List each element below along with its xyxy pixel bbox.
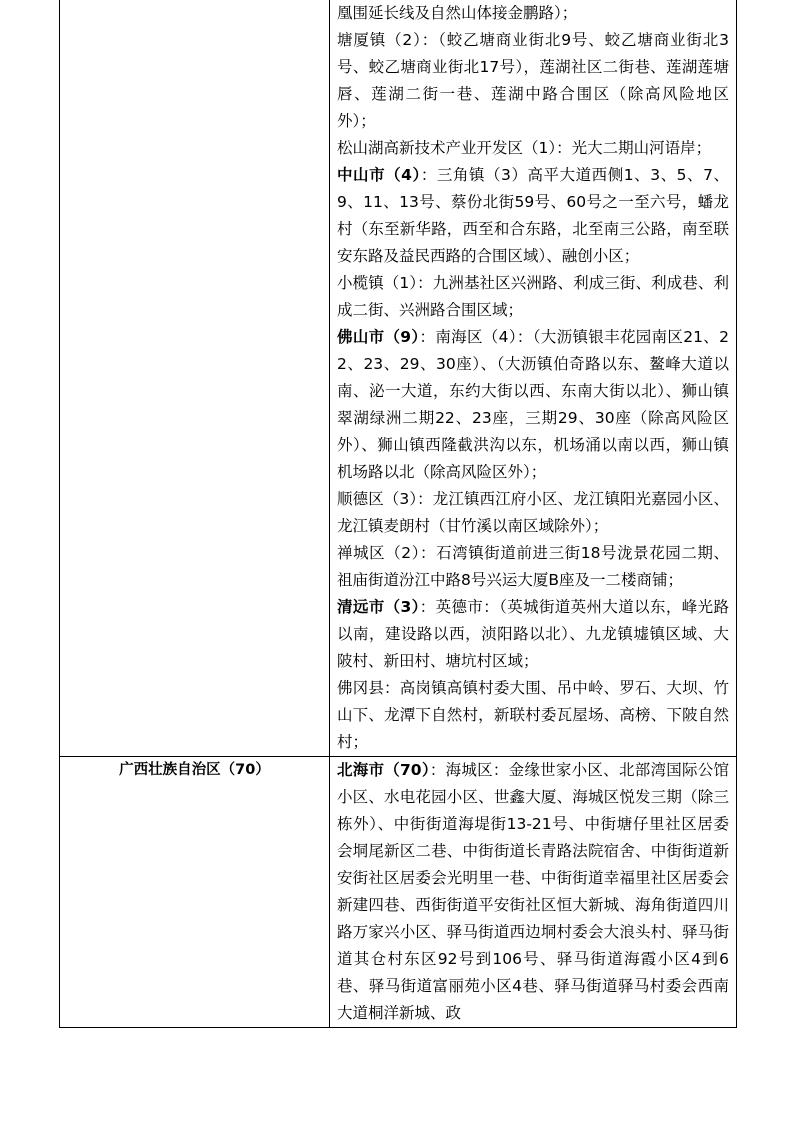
region-name: 广西壮族自治区（70） [119,762,270,778]
area-paragraph [330,486,736,540]
area-paragraph [330,162,736,270]
area-text: 禅城区（2）：石湾镇街道前进三街18号泷景花园二期、祖庙街道汾江中路8号兴运大厦B座及一二楼商铺； [337,544,729,589]
area-text: 凰围延长线及自然山体接金鹏路）； [337,4,578,22]
table-row [60,757,737,1028]
area-text: ：三角镇（3）高平大道西侧1、3、5、7、9、11、13号、蔡份北街59号、60号之一至六号，蟠龙村（东至新华路，西至和合东路，北至南三公路，南至联安东路及益民西路的合围区域）、融创小区； [337,166,729,265]
table-row [60,0,737,757]
city-name: 清远市（3） [337,598,420,616]
area-text: 佛冈县：高岗镇高镇村委大围、吊中岭、罗石、大坝、竹山下、龙潭下自然村，新联村委瓦屋场、高榜、下陂自然村； [337,679,729,751]
area-detail-cell [330,757,737,1028]
area-detail-cell [330,0,737,757]
area-text: 塘厦镇（2）：（蛟乙塘商业街北9号、蛟乙塘商业街北3号、蛟乙塘商业街北17号），莲湖社区二街巷、莲湖莲塘唇、莲湖二街一巷、莲湖中路合围区（除高风险地区外）； [337,31,729,130]
region-cell [60,0,330,757]
area-text: 顺德区（3）：龙江镇西江府小区、龙江镇阳光嘉园小区、龙江镇麦朗村（甘竹溪以南区域除外）； [337,490,729,535]
area-paragraph [330,27,736,135]
area-text: 松山湖高新技术产业开发区（1）：光大二期山河语岸； [337,139,712,157]
city-name: 中山市（4） [337,166,421,184]
area-paragraph [330,135,736,162]
area-text: ：海城区：金缘世家小区、北部湾国际公馆小区、水电花园小区、世鑫大厦、海城区悦发三期（除三栋外）、中街街道海堤街13-21号、中街塘仔里社区居委会垌尾新区二巷、中街街道长青路法院宿舍、中街街道新安街社区居委会光明里一巷、中街街道幸福里社区居委会新建四巷、西街街道平安街社区恒大新城、海角街道四川路万家兴小区、驿马街道西边垌村委会大浪头村、驿马街道其仓村东区92号到106号、驿马街道海霞小区4到6巷、驿马街道富丽苑小区4巷、驿马街道驿马村委会西南大道桐洋新城、政 [337,761,729,1022]
area-text: ：南海区（4）：（大沥镇银丰花园南区21、22、23、29、30座）、（大沥镇伯奇路以东、鳌峰大道以南、泌一大道，东约大街以西、东南大街以北）、狮山镇翠湖绿洲二期22、23座，三期29、30座（除高风险区外）、狮山镇西隆截洪沟以东，机场涌以南以西，狮山镇机场路以北（除高风险区外）； [337,328,729,481]
area-paragraph [330,594,736,675]
area-paragraph [330,324,736,486]
area-paragraph [330,270,736,324]
area-paragraph [330,757,736,1027]
area-paragraph [330,675,736,756]
area-paragraph [330,0,736,27]
city-name: 佛山市（9） [337,328,420,346]
region-cell [60,757,330,1028]
area-text: 小榄镇（1）：九洲基社区兴洲路、利成三街、利成巷、利成二街、兴洲路合围区域； [337,274,729,319]
area-text: ：英德市：（英城街道英州大道以东，峰光路以南，建设路以西，浈阳路以北）、九龙镇墟镇区域、大陂村、新田村、塘坑村区域； [337,598,729,670]
city-name: 北海市（70） [337,761,430,779]
risk-area-table [59,0,737,1028]
area-paragraph [330,540,736,594]
